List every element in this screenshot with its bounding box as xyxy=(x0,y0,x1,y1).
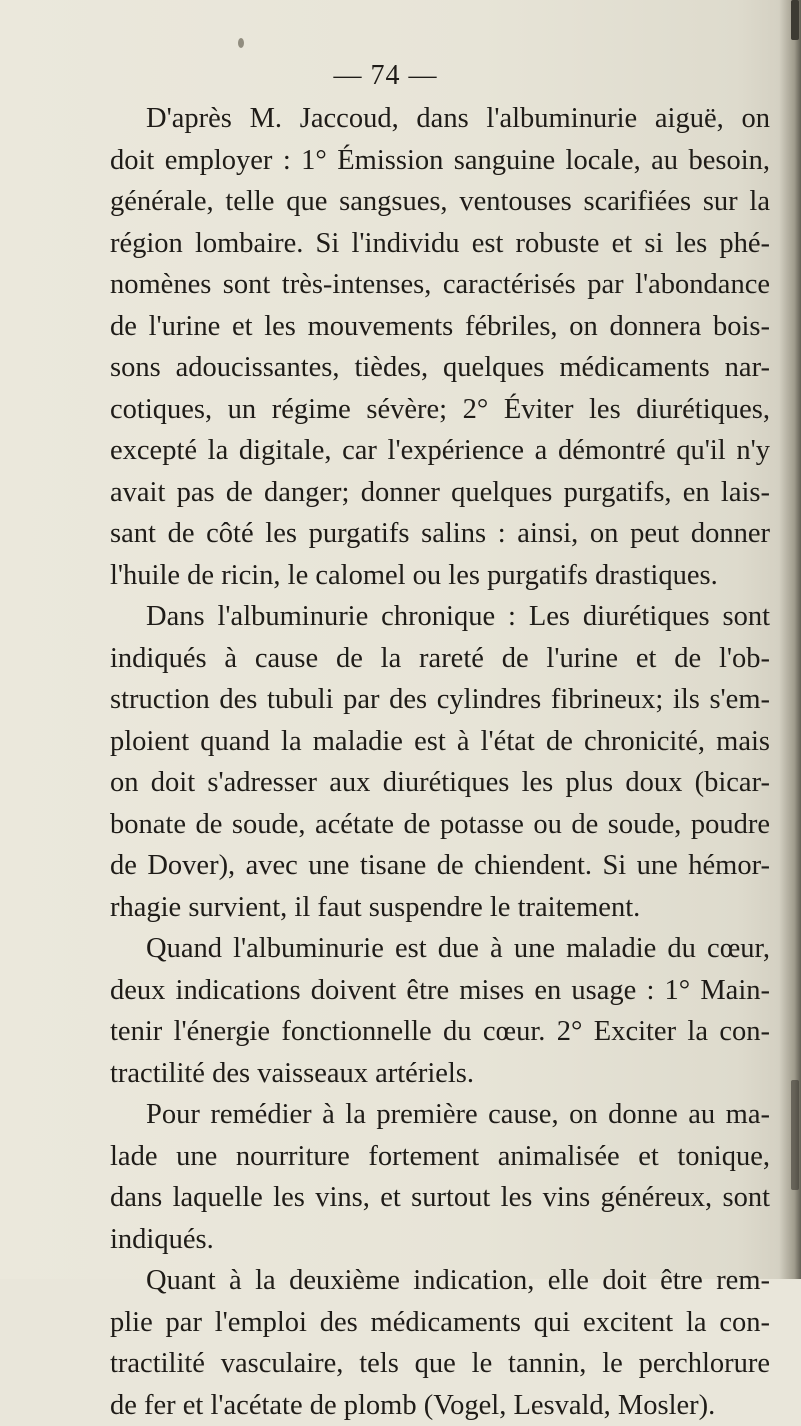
text-line: deux indications doivent être mises en usage : 1° Main- xyxy=(110,970,770,1012)
text-line: dans laquelle les vins, et surtout les vins généreux, sont xyxy=(110,1177,770,1219)
text-line: l'huile de ricin, le calomel ou les purgatifs drastiques. xyxy=(110,555,770,597)
edge-mark xyxy=(791,1080,799,1190)
text-line: sons adoucissantes, tièdes, quelques médicaments nar- xyxy=(110,347,770,389)
body-text xyxy=(110,98,770,1426)
ink-spot xyxy=(238,38,244,48)
text-line: nomènes sont très-intenses, caractérisés par l'abondance xyxy=(110,264,770,306)
text-line: générale, telle que sangsues, ventouses scarifiées sur la xyxy=(110,181,770,223)
text-line: cotiques, un régime sévère; 2° Éviter les diurétiques, xyxy=(110,389,770,431)
text-line: indiqués à cause de la rareté de l'urine et de l'ob- xyxy=(110,638,770,680)
text-line: tenir l'énergie fonctionnelle du cœur. 2° Exciter la con- xyxy=(110,1011,770,1053)
text-line: de l'urine et les mouvements fébriles, on donnera bois- xyxy=(110,306,770,348)
text-line: doit employer : 1° Émission sanguine locale, au besoin, xyxy=(110,140,770,182)
text-line: rhagie survient, il faut suspendre le traitement. xyxy=(110,887,770,929)
text-line: lade une nourriture fortement animalisée et tonique, xyxy=(110,1136,770,1178)
page-number-header: — 74 — xyxy=(0,60,801,94)
text-line: on doit s'adresser aux diurétiques les plus doux (bicar- xyxy=(110,762,770,804)
text-line: bonate de soude, acétate de potasse ou de soude, poudre xyxy=(110,804,770,846)
text-line: struction des tubuli par des cylindres fibrineux; ils s'em- xyxy=(110,679,770,721)
page-edge-shadow xyxy=(779,0,801,1279)
text-line: sant de côté les purgatifs salins : ainsi, on peut donner xyxy=(110,513,770,555)
text-line: avait pas de danger; donner quelques purgatifs, en lais- xyxy=(110,472,770,514)
text-line: Dans l'albuminurie chronique : Les diurétiques sont xyxy=(110,596,770,638)
text-line: indiqués. xyxy=(110,1219,770,1261)
text-line: plie par l'emploi des médicaments qui excitent la con- xyxy=(110,1302,770,1344)
text-line: Quand l'albuminurie est due à une maladie du cœur, xyxy=(110,928,770,970)
text-line: région lombaire. Si l'individu est robuste et si les phé- xyxy=(110,223,770,265)
text-line: de fer et l'acétate de plomb (Vogel, Lesvald, Mosler). xyxy=(110,1385,770,1426)
text-line: Pour remédier à la première cause, on donne au ma- xyxy=(110,1094,770,1136)
text-line: Quant à la deuxième indication, elle doit être rem- xyxy=(110,1260,770,1302)
text-line: tractilité des vaisseaux artériels. xyxy=(110,1053,770,1095)
edge-mark xyxy=(791,0,799,40)
text-line: ploient quand la maladie est à l'état de chronicité, mais xyxy=(110,721,770,763)
text-line: D'après M. Jaccoud, dans l'albuminurie aiguë, on xyxy=(110,98,770,140)
text-line: de Dover), avec une tisane de chiendent. Si une hémor- xyxy=(110,845,770,887)
text-line: tractilité vasculaire, tels que le tannin, le perchlorure xyxy=(110,1343,770,1385)
text-line: excepté la digitale, car l'expérience a démontré qu'il n'y xyxy=(110,430,770,472)
